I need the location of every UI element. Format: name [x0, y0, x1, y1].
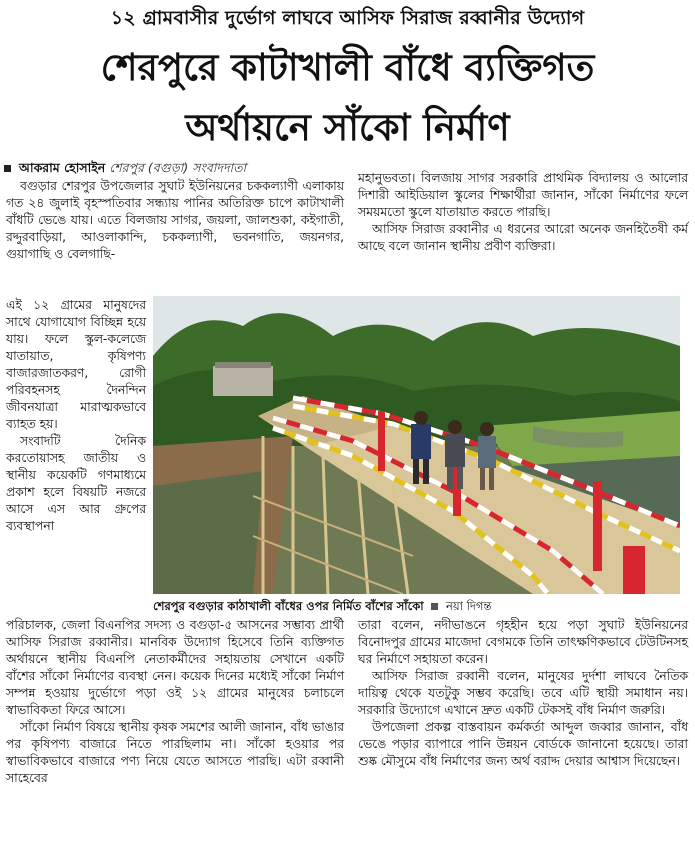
main-headline: [0, 38, 695, 158]
column-1-top: [6, 178, 344, 263]
body-paragraph: সংবাদটি দৈনিক করতোয়াসহ জাতীয় ও স্থানীয় কয়েকটি গণমাধ্যমে প্রকাশ হলে বিষয়টি নজরে আসে এস আর গ্রুপের ব্যবস্থাপনা: [6, 434, 146, 533]
byline-name: আকরাম হোসাইন: [18, 160, 106, 175]
body-paragraph: এই ১২ গ্রামের মানুষদের সাথে যোগাযোগ বিচ্ছিন্ন হয়ে যায়। ফলে স্কুল-কলেজে যাতায়াত, কৃষিপণ্য বাজারজাতকরণ, রোগী পরিবহনসহ দৈনন্দিন জীবনযাত্রা মারাত্মকভাবে ব্যাহত হয়।: [6, 298, 146, 431]
column-1-bottom: [6, 617, 344, 787]
bullet-square-icon: [4, 165, 11, 172]
column-2-bottom: [358, 617, 688, 770]
bullet-square-icon: [431, 603, 438, 610]
photo-credit: নয়া দিগন্ত: [445, 599, 492, 613]
body-paragraph: সাঁকো নির্মাণ বিষয়ে স্থানীয় কৃষক সমশের আলী জানান, বাঁধ ভাঙার পর কৃষিপণ্য বাজারে নিতে পারছিলাম না। সাঁকো হওয়ার পর স্বাভাবিকভাবে বাজারে পণ্য নিয়ে যেতে আসতে পারছি। এটা রব্বানী সাহেবের: [6, 720, 344, 785]
kicker-headline: ১২ গ্রামবাসীর দুর্ভোগ লাঘবে আসিফ সিরাজ রব্বানীর উদ্যোগ: [110, 7, 585, 29]
photo-caption: [153, 598, 680, 617]
body-paragraph: তারা বলেন, নদীভাঙনে গৃহহীন হয়ে পড়া সুঘাট ইউনিয়নের বিনোদপুর গ্রামের মাজেদা বেগমকে তিনি তাৎক্ষণিকভাবে টেউটিনসহ ঘর নির্মাণে সহায়তা করেন।: [358, 618, 688, 666]
bamboo-bridge-image: [153, 296, 680, 594]
body-paragraph: আসিফ সিরাজ রব্বানীর এ ধরনের আরো অনেক জনহিতৈষী কর্ম আছে বলে জানান স্থানীয় প্রবীণ ব্যক্তিরা।: [358, 222, 688, 253]
caption-text: শেরপুর বগুড়ার কাঠাখালী বাঁধের ওপর নির্মিত বাঁশের সাঁকো: [153, 599, 424, 613]
headline-line-2: অর্থায়নে সাঁকো নির্মাণ: [185, 106, 510, 149]
byline-role: শেরপুর (বগুড়া) সংবাদদাতা: [109, 160, 247, 175]
body-paragraph: বগুড়ার শেরপুর উপজেলার সুঘাট ইউনিয়নের চককল্যাণী এলাকায় গত ২৪ জুলাই বৃহস্পতিবার সন্ধ্যায় পানির অতিরিক্ত চাপে কাটাখালী বাঁধটি ভেঙে যায়। এতে বিলজায় সাগর, জয়লা, জালশুকা, কইগাতী, রদ্দুরবাড়িয়া, আওলাকান্দি, চককল্যাণী, ভবনগাতি, জয়নগর, গুয়াগাছি ও বেলগাছি-: [6, 179, 344, 261]
body-paragraph: আসিফ সিরাজ রব্বানী বলেন, মানুষের দুর্দশা লাঘবে নৈতিক দায়িত্ব থেকে যতটুকু সম্ভব করেছি। তবে এটি স্থায়ী সমাধান নয়। সরকারি উদ্যোগে এখানে দ্রুত একটি টেকসই বাঁধ নির্মাণ জরুরি।: [358, 669, 688, 717]
body-paragraph: পরিচালক, জেলা বিএনপির সদস্য ও বগুড়া-৫ আসনের সম্ভাব্য প্রার্থী আসিফ সিরাজ রব্বানীর। মানবিক উদ্যোগ হিসেবে তিনি ব্যক্তিগত অর্থায়নে স্থানীয় বিএনপি নেতাকর্মীদের সহায়তায় সেখানে একটি বাঁশের সাঁকো নির্মাণের ব্যবস্থা নেন। কয়েক দিনের মধ্যেই সাঁকো নির্মাণ সম্পন্ন হওয়ায় দুর্ভোগে পড়া ওই ১২ গ্রামের মানুষের চলাচলে স্বাভাবিকতা ফিরে আসে।: [6, 618, 344, 717]
column-1-narrow: [6, 297, 146, 535]
byline: [4, 160, 246, 180]
column-2-top: [358, 170, 688, 255]
body-paragraph: মহানুভবতা। বিলজায় সাগর সরকারি প্রাথমিক বিদ্যালয় ও আলোর দিশারী আইডিয়াল স্কুলের শিক্ষার্থীরা জানান, সাঁকো নির্মাণের ফলে সময়মতো স্কুলে যাতায়াত করতে পারছি।: [358, 171, 688, 219]
bridge-photo: [153, 296, 680, 594]
body-paragraph: উপজেলা প্রকল্প বাস্তবায়ন কর্মকর্তা আব্দুল জব্বার জানান, বাঁধ ভেঙে পড়ার ব্যাপারে পানি উন্নয়ন বোর্ডকে জানানো হয়েছে। তারা শুষ্ক মৌসুমে বাঁধ নির্মাণের জন্য অর্থ বরাদ্দ দেয়ার আশ্বাস দিয়েছেন।: [358, 720, 688, 768]
headline-line-1: শেরপুরে কাটাখালী বাঁধে ব্যক্তিগত: [100, 46, 595, 89]
